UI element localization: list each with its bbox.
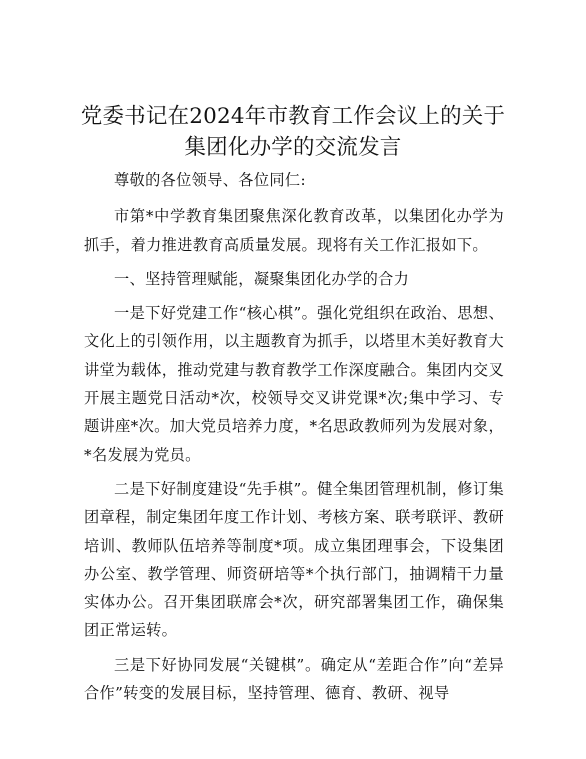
greeting: 尊敬的各位领导、各位同仁: [114,171,306,189]
paragraph-system-building: 二是下好制度建设“先手棋”。健全集团管理机制，修订集团章程，制定集团年度工作计划、考核方案、联考联评、教研培训、教师队伍培养等制度*项。成立集团理事会，下设集团办公室、教学管理、师资研培等*个执行部门，抽调精干力量实体办公。召开集团联席会*次，研究部署集团工作，确保集团正常运转。 [84,479,504,640]
section-heading: 一、坚持管理赋能，凝聚集团化办学的合力 [114,269,410,288]
paragraph-coordinated-development: 三是下好协同发展“关键棋”。确定从“差距合作”向“差异合作”转变的发展目标，坚持管理、德育、教研、视导 [84,655,504,703]
document-body [84,166,504,707]
paragraph-intro: 市第*中学教育集团聚焦深化教育改革，以集团化办学为抓手，着力推进教育高质量发展。现将有关工作汇报如下。 [84,207,504,254]
paragraph-party-building: 一是下好党建工作“核心棋”。强化党组织在政治、思想、文化上的引领作用，以主题教育为抓手，以塔里木美好教育大讲堂为载体，推动党建与教育教学工作深度融合。集团内交叉开展主题党日活动*次，校领导交叉讲党课*次;集中学习、专题讲座*次。加大党员培养力度，*名思政教师列为发展对象，*名发展为党员。 [84,304,504,464]
document-title: 党委书记在2024年市教育工作会议上的关于集团化办学的交流发言 [80,104,506,160]
